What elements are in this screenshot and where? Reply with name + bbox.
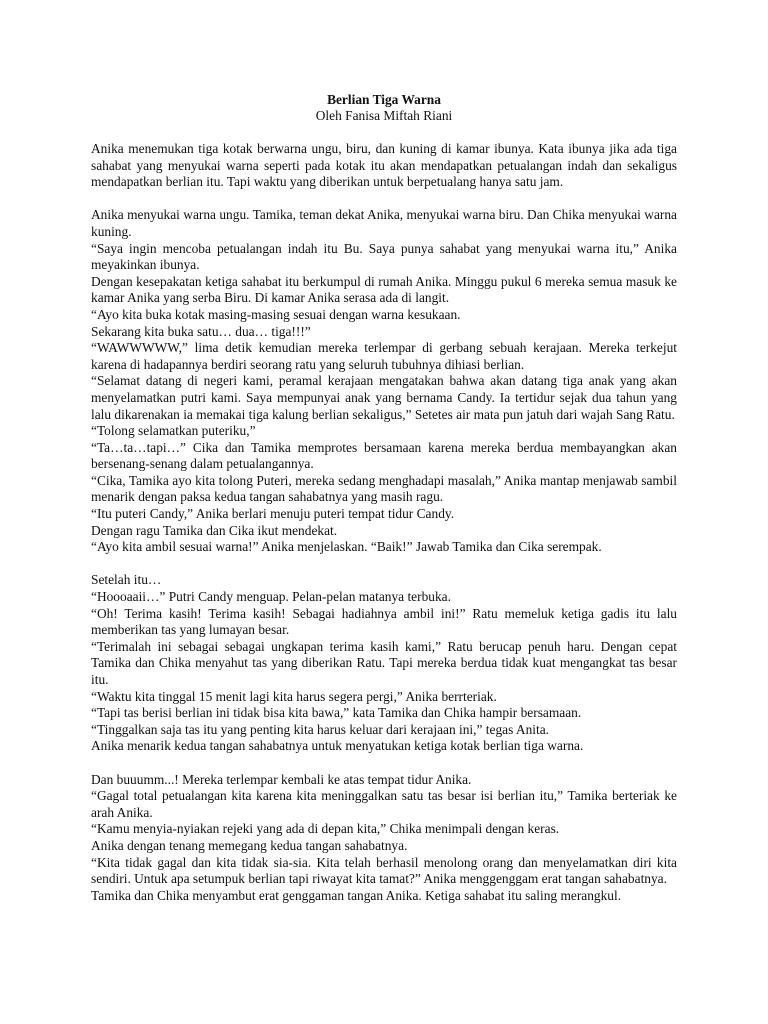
story-paragraph: “Tinggalkan saja tas itu yang penting kita harus keluar dari kerajaan ini,” tegas Anita. xyxy=(91,721,550,737)
paragraph-gap xyxy=(91,191,677,208)
story-paragraph: Dengan ragu Tamika dan Cika ikut mendekat. xyxy=(91,522,338,538)
document-header xyxy=(91,92,677,124)
story-paragraph: “Waktu kita tinggal 15 menit lagi kita harus segera pergi,” Anika berrteriak. xyxy=(91,688,497,704)
story-paragraph: Anika menarik kedua tangan sahabatnya untuk menyatukan ketiga kotak berlian tiga warna. xyxy=(91,738,584,754)
paragraph-gap xyxy=(91,755,677,772)
paragraph-gap xyxy=(91,556,677,573)
story-paragraph: Anika dengan tenang memegang kedua tangan sahabatnya. xyxy=(91,837,408,853)
story-body xyxy=(91,141,677,904)
story-paragraph: “Terimalah ini sebagai sebagai ungkapan terima kasih kami,” Ratu berucap penuh haru. Dengan cepat Tamika dan Chika menyahut tas yang diberikan Ratu. Tapi mereka berdua tidak kuat mengangkat tas besar itu. xyxy=(91,638,677,687)
story-paragraph: “Tolong selamatkan puteriku,” xyxy=(91,423,256,439)
story-paragraph: Sekarang kita buka satu… dua… tiga!!!” xyxy=(91,323,311,339)
story-paragraph: “Ayo kita ambil sesuai warna!” Anika menjelaskan. “Baik!” Jawab Tamika dan Cika serempak. xyxy=(91,539,602,555)
story-paragraph: Dan buuumm...! Mereka terlempar kembali ke atas tempat tidur Anika. xyxy=(91,771,472,787)
story-paragraph: “Itu puteri Candy,” Anika berlari menuju puteri tempat tidur Candy. xyxy=(91,506,455,522)
story-paragraph: “Tapi tas berisi berlian ini tidak bisa kita bawa,” kata Tamika dan Chika hampir bersamaan. xyxy=(91,705,582,721)
story-paragraph: “Hoooaaii…” Putri Candy menguap. Pelan-pelan matanya terbuka. xyxy=(91,589,451,605)
story-paragraph: “Ayo kita buka kotak masing-masing sesuai dengan warna kesukaan. xyxy=(91,306,461,322)
story-paragraph: “Oh! Terima kasih! Terima kasih! Sebagai hadiahnya ambil ini!” Ratu memeluk ketiga gadis itu lalu memberikan tas yang lumayan besar. xyxy=(91,605,677,638)
story-paragraph: Setelah itu… xyxy=(91,572,162,588)
story-paragraph: Anika menemukan tiga kotak berwarna ungu, biru, dan kuning di kamar ibunya. Kata ibunya jika ada tiga sahabat yang menyukai warna seperti pada kotak itu akan mendapatkan petualangan indah dan sekaligus mendapatkan berlian itu. Tapi waktu yang diberikan untuk berpetualang hanya satu jam. xyxy=(91,141,677,190)
story-paragraph: “Kamu menyia-nyiakan rejeki yang ada di depan kita,” Chika menimpali dengan keras. xyxy=(91,821,560,837)
story-title: Berlian Tiga Warna xyxy=(327,92,441,107)
story-paragraph: “Selamat datang di negeri kami, peramal kerajaan mengatakan bahwa akan datang tiga anak yang akan menyelamatkan putri kami. Saya mempunyai anak yang bernama Candy. Ia tertidur sejak dua tahun yang lalu dikarenakan ia memakai tiga kalung berlian sekaligus,” Setetes air mata pun jatuh dari wajah Sang Ratu. xyxy=(91,373,677,422)
story-paragraph: “Gagal total petualangan kita karena kita meninggalkan satu tas besar isi berlian itu,” Tamika berteriak ke arah Anika. xyxy=(91,788,677,820)
story-paragraph: Tamika dan Chika menyambut erat genggaman tangan Anika. Ketiga sahabat itu saling merangkul. xyxy=(91,887,622,903)
story-paragraph: “Saya ingin mencoba petualangan indah itu Bu. Saya punya sahabat yang menyukai warna itu,” Anika meyakinkan ibunya. xyxy=(91,240,677,273)
story-author: Oleh Fanisa Miftah Riani xyxy=(315,108,453,123)
story-paragraph: “Ta…ta…tapi…” Cika dan Tamika memprotes bersamaan karena mereka berdua membayangkan akan bersenang-senang dalam petualangannya. xyxy=(91,439,677,472)
story-paragraph: “Cika, Tamika ayo kita tolong Puteri, mereka sedang menghadapi masalah,” Anika mantap menjawab sambil menarik dengan paksa kedua tangan sahabatnya yang masih ragu. xyxy=(91,472,677,505)
story-paragraph: Anika menyukai warna ungu. Tamika, teman dekat Anika, menyukai warna biru. Dan Chika menyukai warna kuning. xyxy=(91,207,677,239)
story-paragraph: “Kita tidak gagal dan kita tidak sia-sia. Kita telah berhasil menolong orang dan menyelamatkan diri kita sendiri. Untuk apa setumpuk berlian tapi riwayat kita tamat?” Anika menggenggam erat tangan sahabatnya. xyxy=(91,854,677,887)
story-paragraph: “WAWWWWW,” lima detik kemudian mereka terlempar di gerbang sebuah kerajaan. Mereka terkejut karena di hadapannya berdiri seorang ratu yang seluruh tubuhnya dihiasi berlian. xyxy=(91,340,677,372)
story-paragraph: Dengan kesepakatan ketiga sahabat itu berkumpul di rumah Anika. Minggu pukul 6 mereka semua masuk ke kamar Anika yang serba Biru. Di kamar Anika serasa ada di langit. xyxy=(91,273,677,306)
